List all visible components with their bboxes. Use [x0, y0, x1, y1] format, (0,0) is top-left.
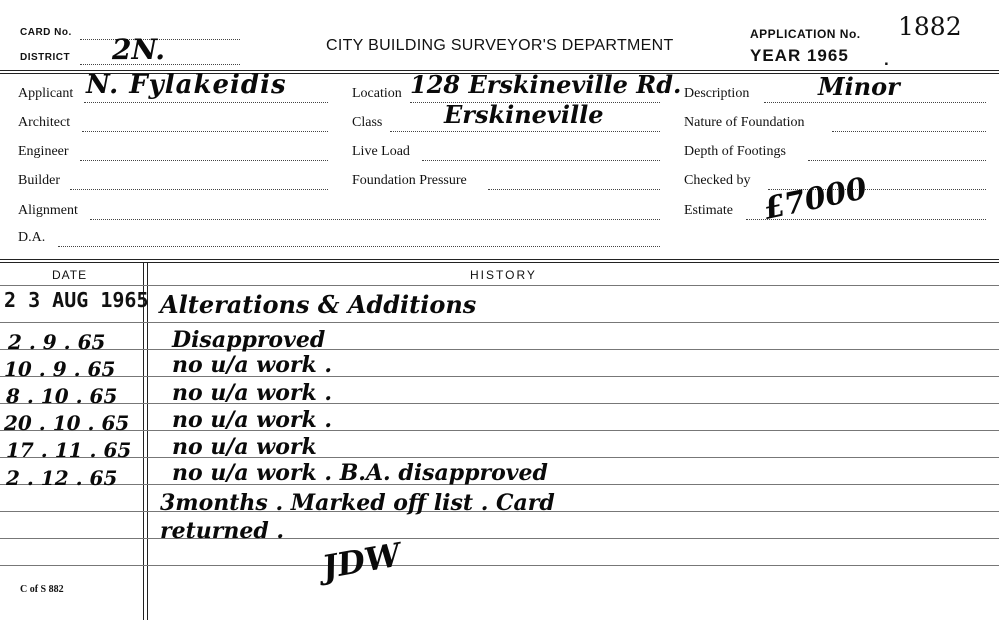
ruled-line: [0, 403, 999, 404]
table-top-rule: [0, 259, 999, 260]
history-entry: 3months . Marked off list . Card: [160, 490, 555, 516]
history-date: 17 . 11 . 65: [6, 438, 132, 462]
year-label: YEAR 1965: [750, 46, 849, 65]
ruled-line: [0, 285, 999, 286]
history-entry: no u/a work . B.A. disapproved: [172, 460, 548, 486]
history-entry: no u/a work .: [172, 380, 333, 406]
class-label: Class: [352, 115, 383, 130]
location-value: 128 Erskineville Rd.: [410, 70, 682, 99]
history-date: 2 3 AUG 1965: [4, 288, 149, 312]
alignment-line: [90, 219, 660, 220]
district-value: 2N.: [112, 33, 166, 66]
live-load-line: [422, 160, 660, 161]
live-load-label: Live Load: [352, 144, 410, 159]
initials-signature: JDW: [319, 535, 404, 587]
history-table-lines: [0, 263, 999, 620]
checked-by-label: Checked by: [684, 173, 751, 188]
engineer-line: [80, 160, 328, 161]
district-label: DISTRICT: [20, 52, 71, 63]
ruled-line: [0, 565, 999, 566]
history-date: 10 . 9 . 65: [4, 357, 116, 381]
engineer-label: Engineer: [18, 144, 69, 159]
history-date: 20 . 10 . 65: [4, 411, 130, 435]
applicant-value: N. Fylakeidis: [86, 70, 287, 100]
history-date: 8 . 10 . 65: [6, 384, 118, 408]
alignment-label: Alignment: [18, 203, 78, 218]
applicant-line: [84, 102, 328, 103]
history-header: HISTORY: [470, 268, 537, 282]
nature-of-foundation-line: [832, 131, 986, 132]
foundation-pressure-label: Foundation Pressure: [352, 173, 467, 188]
ruled-line: [0, 457, 999, 458]
history-date: 2 . 12 . 65: [6, 466, 118, 490]
location-label: Location: [352, 86, 402, 101]
class-line: [390, 131, 660, 132]
year-suffix: .: [884, 50, 889, 69]
builder-line: [70, 189, 328, 190]
department-title: CITY BUILDING SURVEYOR'S DEPARTMENT: [326, 37, 674, 54]
history-entry: Disapproved: [172, 327, 326, 353]
estimate-value: £7000: [760, 171, 871, 227]
form-code: C of S 882: [20, 584, 64, 595]
history-entry: no u/a work: [172, 434, 317, 460]
architect-label: Architect: [18, 115, 71, 130]
application-number: 1882: [898, 12, 962, 41]
card-no-label: CARD No.: [20, 27, 72, 38]
ruled-line: [0, 376, 999, 377]
builder-label: Builder: [18, 173, 60, 188]
history-entry: returned .: [160, 518, 285, 544]
ruled-line: [0, 538, 999, 539]
location-value-line2: Erskineville: [444, 100, 604, 129]
ruled-line: [0, 322, 999, 323]
history-date: 2 . 9 . 65: [8, 330, 106, 354]
foundation-pressure-line: [488, 189, 660, 190]
history-entry: no u/a work .: [172, 407, 333, 433]
description-value: Minor: [818, 72, 900, 101]
da-line: [58, 246, 660, 247]
estimate-label: Estimate: [684, 203, 733, 218]
date-header: DATE: [52, 268, 88, 282]
application-label: APPLICATION No.: [750, 27, 861, 41]
history-entry: Alterations & Additions: [160, 290, 477, 319]
description-line: [764, 102, 986, 103]
description-label: Description: [684, 86, 750, 101]
nature-of-foundation-label: Nature of Foundation: [684, 115, 805, 130]
applicant-label: Applicant: [18, 86, 74, 101]
ruled-line: [0, 349, 999, 350]
depth-of-footings-label: Depth of Footings: [684, 144, 786, 159]
depth-of-footings-line: [808, 160, 986, 161]
architect-line: [82, 131, 328, 132]
da-label: D.A.: [18, 230, 46, 245]
ruled-line: [0, 430, 999, 431]
history-entry: no u/a work .: [172, 352, 333, 378]
